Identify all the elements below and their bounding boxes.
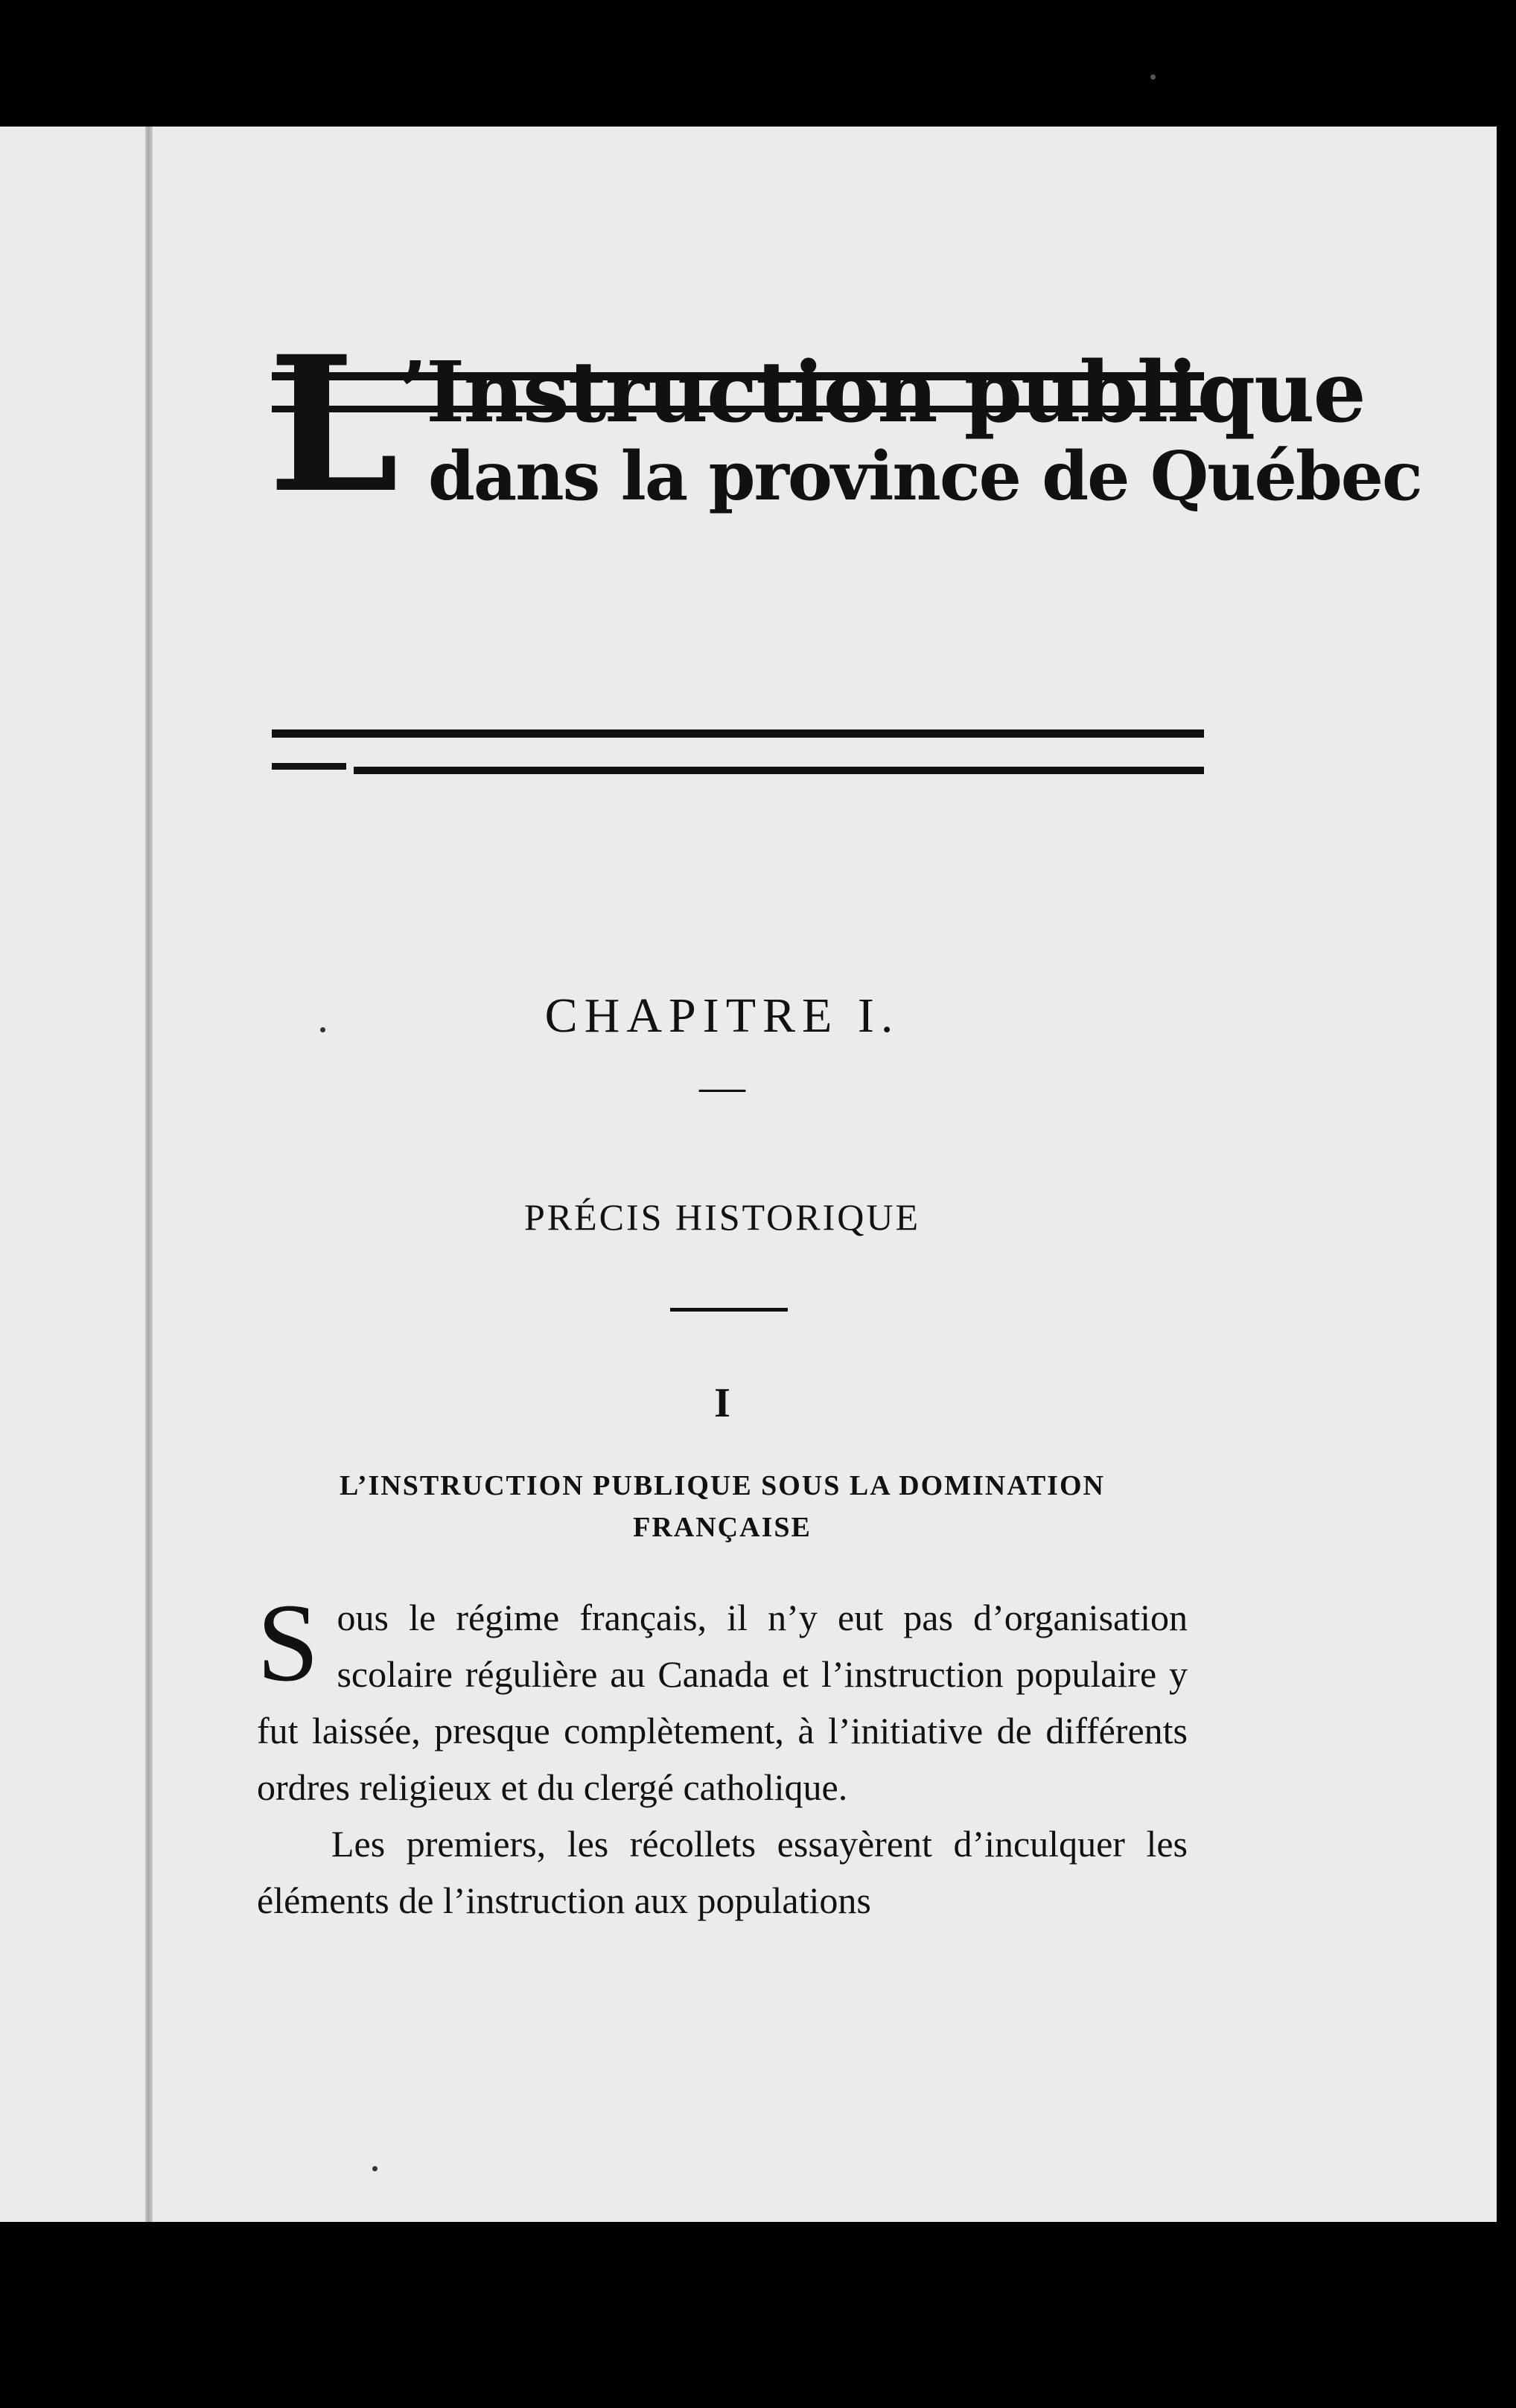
section-number: I <box>714 1380 730 1426</box>
title-initial-letter: L <box>268 315 399 534</box>
paragraph-1: ous le régime français, il n’y eut pas d’organisation scolaire régulière au Canada et l’instruction populaire y fut laissée, presque complètement, à l’initiative de différents ordres religieux et du clergé catholique. <box>257 1597 1188 1808</box>
section-subheading <box>253 1465 1191 1548</box>
section-divider <box>670 1308 788 1312</box>
section-title: PRÉCIS HISTORIQUE <box>523 1196 921 1238</box>
scan-speck <box>372 2166 378 2171</box>
scan-speck <box>320 1027 325 1032</box>
scan-speck <box>1150 74 1156 80</box>
chapter-heading: CHAPITRE I. <box>544 989 900 1043</box>
title-rule-bottom-1 <box>272 729 1204 738</box>
title-rule-bottom-2a <box>272 763 346 770</box>
paragraph-2: Les premiers, les récollets essayèrent d’inculquer les éléments de l’instruction aux populations <box>257 1823 1188 1921</box>
chapter-dash: — <box>699 1061 745 1112</box>
page-spine-shadow <box>145 127 153 2222</box>
body-text <box>257 1581 1188 1929</box>
title-rule-bottom-2b <box>354 767 1204 774</box>
title-line-1: ’Instruction publique <box>398 344 1365 441</box>
title-line-2: dans la province de Québec <box>428 437 1421 516</box>
drop-cap: S <box>257 1581 319 1705</box>
subheading-line-1: L’INSTRUCTION PUBLIQUE SOUS LA DOMINATION <box>340 1470 1105 1501</box>
subheading-line-2: FRANÇAISE <box>633 1512 812 1543</box>
